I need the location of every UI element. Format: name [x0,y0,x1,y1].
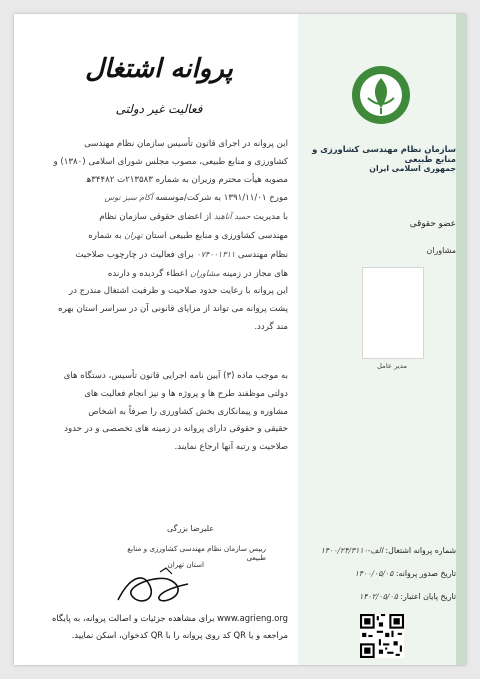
signer-place: استان تهران [167,560,204,569]
body-line: این پروانه در اجرای قانون تأسیس سازمان نظام مهندسی [84,139,288,149]
body-line-number: نظام مهندسی ۰۷۴۰۰۱۳۱۱ برای فعالیت در چارچوب صلاحیت [75,249,288,260]
certificate-side-panel [298,14,466,665]
issue-date-row [306,569,456,578]
expiry-date-row [306,592,456,601]
director-name: حمید آناهید [213,212,251,222]
issue-date-label: تاریخ صدور پروانه: [395,569,456,578]
body-line: این پروانه با رعایت حدود صلاحیت و ظرفیت اشتغال مندرج در [68,286,288,297]
issue-number-row [306,546,456,555]
body-line-province: مهندسی کشاورزی و منابع طبیعی استان تهران به شماره [88,230,288,241]
organization-name: سازمان نظام مهندسی کشاورزی و منابع طبیعی [312,144,456,164]
field-name: مشاوران [190,268,220,278]
expiry-date-label: تاریخ پایان اعتبار: [400,592,456,601]
body-line: حقیقی و حقوقی دارای پروانه در زمینه های تخصصی و در حدود [64,424,288,435]
body-line-field: های مجاز در زمینه مشاوران اعطاء گردیده و دارنده [107,268,288,279]
signer-role: رییس سازمان نظام مهندسی کشاورزی و منابع طبیعی [127,544,266,562]
signature-image [110,566,200,610]
footer-line: www.agrieng.org برای مشاهده جزئیات و اصالت پروانه، به پایگاه [51,613,288,623]
body-line: مشاوره و پیمانکاری بخش کشاورزی را صرفاً به اشخاص [88,406,288,417]
member-type: عضو حقوقی [409,219,456,229]
organization-country: جمهوری اسلامی ایران [369,164,456,173]
qr-code [360,614,404,658]
issue-number-value: الف-۱۴۰۰/۲۴/۳۱۱۰ [320,546,384,555]
certificate-title: پروانه اشتغال [85,54,233,84]
expiry-date-value: ۱۴۰۲/۰۵/۰۵ [359,592,398,601]
engineering-number: ۰۷۴۰۰۱۳۱۱ [196,249,236,259]
issue-date-inline: ۱۳۹۱/۱۱/۰۱ [223,193,267,204]
province-name: تهران [124,230,143,240]
body-line: صلاحیت و رتبه آنها ارجاع نمایند. [174,442,288,453]
signer-name: علیرضا بزرگی [166,524,214,533]
verification-footer [26,610,288,644]
body-line: کشاورزی و منابع طبیعی، مصوب مجلس شورای اسلامی (۱۳۸۰) و [53,156,288,167]
field-label: مشاوران [426,246,456,255]
issue-number-label: شماره پروانه اشتغال: [385,546,456,555]
body-line: پشت پروانه می تواند از مزایای قانونی آن در سراسر استان بهره [58,304,288,315]
certificate-main-panel [14,14,298,665]
certificate-subtitle: فعالیت غیر دولتی [115,102,203,116]
body-paragraph-2 [26,368,288,457]
company-name: آکام سبز توس [104,193,153,203]
body-line: مند گردد. [254,321,288,332]
photo-caption: مدیر عامل [377,362,407,370]
issue-date-value: ۱۴۰۰/۰۵/۰۵ [354,569,394,578]
body-line: دولتی موظفند طرح ها و پروژه ها و نیز انجام فعالیت های [84,388,288,399]
organization-logo-icon [350,64,412,126]
body-line-date: مورخ ۱۳۹۱/۱۱/۰۱ به شرکت/موسسه آکام سبز توس [104,193,288,204]
body-line: به موجب ماده (۳) آیین نامه اجرایی قانون تأسیس، دستگاه های [63,371,288,381]
body-line: مصوبه هیأت محترم وزیران به شماره ۲۱۳۵۸۳ت ۳۴۴۸۲ه‍ [86,174,288,185]
footer-line: مراجعه و یا QR کد روی پروانه را با QR کدخوان، اسکن نمایید. [71,630,288,640]
side-stripe [456,14,466,665]
member-photo [362,267,424,359]
body-line-director: با مدیریت حمید آناهید از اعضای حقوقی سازمان نظام [99,212,288,223]
certificate-sheet [14,14,466,665]
body-paragraph-1 [26,136,288,337]
